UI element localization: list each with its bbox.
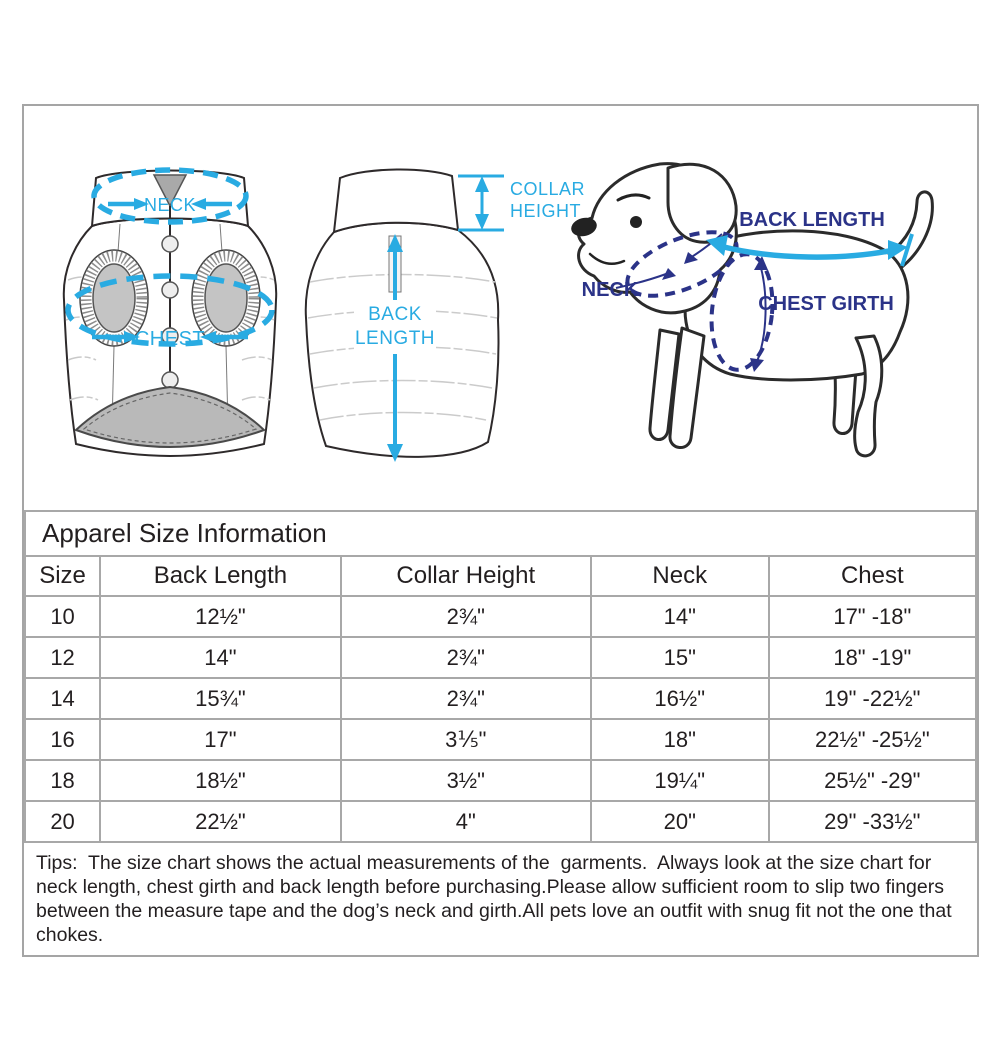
arrowhead	[475, 214, 489, 230]
vest-front-diagram	[50, 160, 290, 472]
col-header-size: Size	[25, 556, 100, 596]
size-value: 16	[25, 719, 100, 760]
back-length-value: 18½"	[100, 760, 341, 801]
dog-neck-label: NECK	[581, 279, 639, 301]
col-header-chest: Chest	[769, 556, 976, 596]
size-chart-panel	[22, 104, 979, 957]
collar-height-value: 3⅕"	[341, 719, 591, 760]
back-length-label-line1: BACK	[368, 304, 422, 325]
size-value: 14	[25, 678, 100, 719]
back-length-value: 12½"	[100, 596, 341, 637]
neck-value: 20"	[591, 801, 769, 842]
measurement-diagrams	[24, 106, 977, 510]
table-row	[25, 801, 976, 842]
neck-value: 15"	[591, 637, 769, 678]
table-title: Apparel Size Information	[25, 511, 976, 556]
collar-height-value: 3½"	[341, 760, 591, 801]
col-header-collar-height: Collar Height	[341, 556, 591, 596]
dog-diagram	[564, 130, 960, 482]
col-header-neck: Neck	[591, 556, 769, 596]
dog-back-length-label: BACK LENGTH	[739, 209, 885, 231]
neck-value: 16½"	[591, 678, 769, 719]
back-length-value: 15¾"	[100, 678, 341, 719]
table-row	[25, 760, 976, 801]
back-length-value: 14"	[100, 637, 341, 678]
table-row	[25, 719, 976, 760]
table-title-row	[25, 511, 976, 556]
neck-value: 18"	[591, 719, 769, 760]
front-neck-label: NECK	[143, 195, 197, 215]
table-row	[25, 596, 976, 637]
size-value: 18	[25, 760, 100, 801]
collar-height-value: 2¾"	[341, 596, 591, 637]
collar-height-label-line1: COLLAR	[510, 179, 586, 199]
size-value: 20	[25, 801, 100, 842]
table-row	[25, 637, 976, 678]
apparel-size-table	[24, 510, 977, 843]
dog-eye	[630, 216, 642, 228]
back-length-value: 17"	[100, 719, 341, 760]
chest-value: 19" -22½"	[769, 678, 976, 719]
collar-height-value: 2¾"	[341, 637, 591, 678]
arrowhead	[475, 176, 489, 192]
size-value: 12	[25, 637, 100, 678]
chest-value: 25½" -29"	[769, 760, 976, 801]
front-chest-label: CHEST	[134, 328, 206, 350]
collar-height-value: 4"	[341, 801, 591, 842]
tips-text: Tips: The size chart shows the actual measurements of the garments. Always look at the size chart for neck length, chest girth and back length before purchasing.Please allow sufficient room to slip two fingers between the measure tape and the dog’s neck and girth.All pets love an outfit with snug fit not the one that chokes.	[36, 852, 958, 946]
table-header-row	[25, 556, 976, 596]
back-length-label-line2: LENGTH	[354, 328, 436, 349]
chest-value: 18" -19"	[769, 637, 976, 678]
collar-height-label-line2: HEIGHT	[510, 201, 582, 221]
collar-height-value: 2¾"	[341, 678, 591, 719]
neck-value: 14"	[591, 596, 769, 637]
chest-value: 29" -33½"	[769, 801, 976, 842]
table-row	[25, 678, 976, 719]
dog-chest-girth-label: CHEST GIRTH	[758, 293, 894, 315]
vest-back-diagram	[292, 160, 590, 472]
chest-value: 22½" -25½"	[769, 719, 976, 760]
col-header-back-length: Back Length	[100, 556, 341, 596]
neck-value: 19¼"	[591, 760, 769, 801]
size-value: 10	[25, 596, 100, 637]
vest-back-collar	[334, 169, 458, 232]
back-length-value: 22½"	[100, 801, 341, 842]
chest-value: 17" -18"	[769, 596, 976, 637]
